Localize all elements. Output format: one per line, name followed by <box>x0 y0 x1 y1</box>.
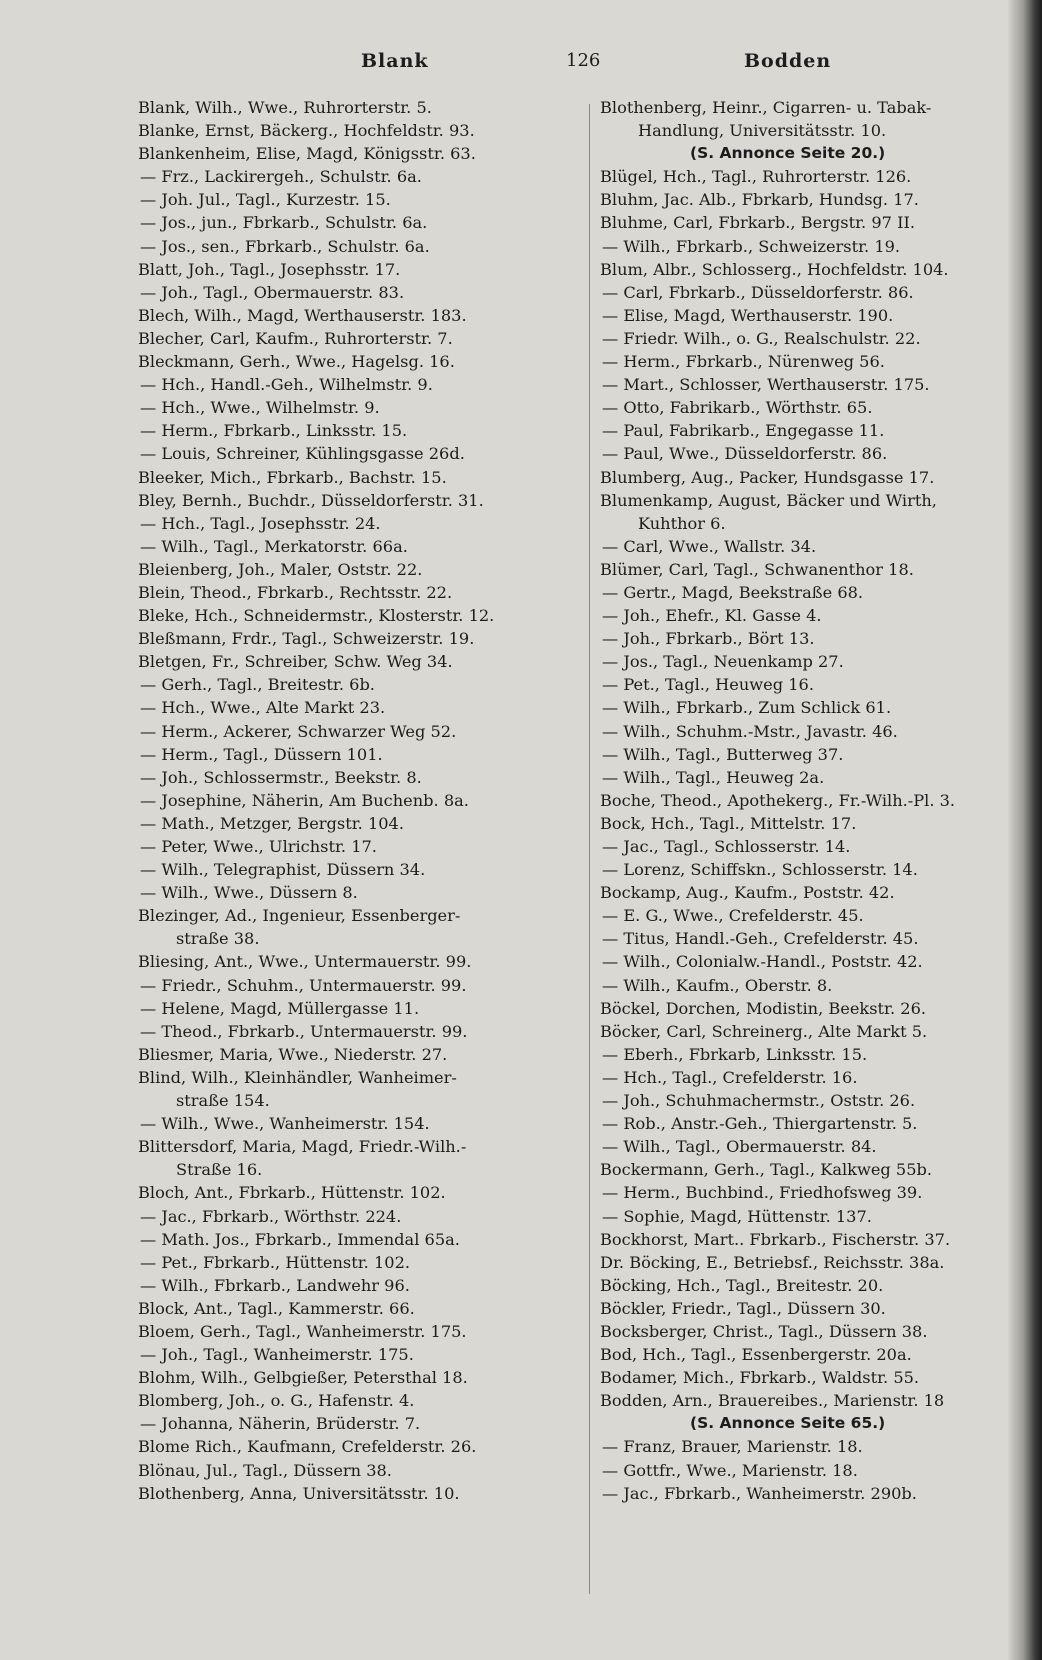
directory-entry-continuation: — Louis, Schreiner, Kühlingsgasse 26d. <box>140 444 465 464</box>
entry-wrapped-line: straße 154. <box>176 1091 270 1111</box>
directory-entry-continuation: — Carl, Fbrkarb., Düsseldorferstr. 86. <box>602 282 914 302</box>
directory-entry-continuation: — Wilh., Fbrkarb., Zum Schlick 61. <box>602 698 892 718</box>
directory-entry-continuation: — Franz, Brauer, Marienstr. 18. <box>602 1437 863 1457</box>
directory-entry: Blein, Theod., Fbrkarb., Rechtsstr. 22. <box>138 582 453 602</box>
right-column <box>600 96 1018 1505</box>
directory-entry-continuation: — Wilh., Kaufm., Oberstr. 8. <box>602 975 833 995</box>
directory-entry: Blum, Albr., Schlosserg., Hochfeldstr. 104. <box>600 259 949 279</box>
directory-entry: Bleke, Hch., Schneidermstr., Klosterstr. 12. <box>138 606 495 626</box>
directory-entry-continuation: — Friedr. Wilh., o. G., Realschulstr. 22. <box>602 328 921 348</box>
directory-entry-continuation: — Johanna, Näherin, Brüderstr. 7. <box>140 1414 421 1434</box>
directory-entry: Bley, Bernh., Buchdr., Düsseldorferstr. 31. <box>138 490 484 510</box>
page-header <box>120 50 910 80</box>
directory-entry-continuation: — Wilh., Wwe., Wanheimerstr. 154. <box>140 1114 430 1134</box>
directory-entry-continuation: — Hch., Wwe., Alte Markt 23. <box>140 698 386 718</box>
directory-entry: Bluhm, Jac. Alb., Fbrkarb, Hundsg. 17. <box>600 190 919 210</box>
directory-entry: Blecher, Carl, Kaufm., Ruhrorterstr. 7. <box>138 328 453 348</box>
directory-entry: Bloch, Ant., Fbrkarb., Hüttenstr. 102. <box>138 1183 446 1203</box>
directory-entry: Bleeker, Mich., Fbrkarb., Bachstr. 15. <box>138 467 447 487</box>
page-number: 126 <box>566 50 601 71</box>
directory-entry-continuation: — Wilh., Telegraphist, Düssern 34. <box>140 860 426 880</box>
directory-entry-continuation: — Joh., Tagl., Wanheimerstr. 175. <box>140 1345 414 1365</box>
directory-entry: Böckler, Friedr., Tagl., Düssern 30. <box>600 1298 886 1318</box>
directory-entry: Bletgen, Fr., Schreiber, Schw. Weg 34. <box>138 652 453 672</box>
directory-entry-continuation: — Wilh., Schuhm.-Mstr., Javastr. 46. <box>602 721 898 741</box>
directory-entry-continuation: — Hch., Tagl., Crefelderstr. 16. <box>602 1067 858 1087</box>
page-edge-shadow <box>1008 0 1042 1660</box>
directory-entry: Böcking, Hch., Tagl., Breitestr. 20. <box>600 1275 884 1295</box>
entry-wrapped-line: Kuhthor 6. <box>638 513 726 533</box>
directory-entry-continuation: — Eberh., Fbrkarb, Linksstr. 15. <box>602 1044 868 1064</box>
directory-entry-continuation: — Titus, Handl.-Geh., Crefelderstr. 45. <box>602 929 919 949</box>
directory-entry-continuation: — Jos., jun., Fbrkarb., Schulstr. 6a. <box>140 213 428 233</box>
directory-entry: Bocksberger, Christ., Tagl., Düssern 38. <box>600 1321 928 1341</box>
directory-entry-continuation: — Joh., Fbrkarb., Bört 13. <box>602 629 815 649</box>
directory-entry-continuation: — Wilh., Wwe., Düssern 8. <box>140 883 358 903</box>
directory-entry-continuation: — Herm., Tagl., Düssern 101. <box>140 744 383 764</box>
directory-entry: Bliesing, Ant., Wwe., Untermauerstr. 99. <box>138 952 472 972</box>
directory-entry-continuation: — Wilh., Fbrkarb., Landwehr 96. <box>140 1275 410 1295</box>
directory-entry-continuation: — Jos., sen., Fbrkarb., Schulstr. 6a. <box>140 236 430 256</box>
directory-entry: Bleckmann, Gerh., Wwe., Hagelsg. 16. <box>138 352 455 372</box>
directory-entry-continuation: — Mart., Schlosser, Werthauserstr. 175. <box>602 375 930 395</box>
directory-entry-continuation: — Herm., Buchbind., Friedhofsweg 39. <box>602 1183 923 1203</box>
directory-entry-continuation: — Hch., Handl.-Geh., Wilhelmstr. 9. <box>140 375 433 395</box>
header-left-catchword: Blank <box>361 50 429 72</box>
directory-entry-continuation: — Hch., Tagl., Josephsstr. 24. <box>140 513 381 533</box>
directory-entry-continuation: — Paul, Wwe., Düsseldorferstr. 86. <box>602 444 888 464</box>
directory-entry-continuation: — Joh., Schuhmachermstr., Oststr. 26. <box>602 1091 916 1111</box>
directory-entry: Block, Ant., Tagl., Kammerstr. 66. <box>138 1298 415 1318</box>
directory-entry: Blech, Wilh., Magd, Werthauserstr. 183. <box>138 305 467 325</box>
directory-entry-continuation: — Gottfr., Wwe., Marienstr. 18. <box>602 1460 858 1480</box>
directory-entry-continuation: — Theod., Fbrkarb., Untermauerstr. 99. <box>140 1021 468 1041</box>
column-divider <box>589 104 590 1594</box>
directory-entry-continuation: — Jac., Tagl., Schlosserstr. 14. <box>602 837 851 856</box>
directory-entry-continuation: — Pet., Fbrkarb., Hüttenstr. 102. <box>140 1252 411 1272</box>
left-column <box>138 96 578 1505</box>
directory-entry-continuation: — Josephine, Näherin, Am Buchenb. 8a. <box>140 790 469 810</box>
directory-entry: Blumenkamp, August, Bäcker und Wirth, <box>600 490 937 510</box>
directory-entry: Blothenberg, Anna, Universitätsstr. 10. <box>138 1483 460 1503</box>
directory-entry: Bod, Hch., Tagl., Essenbergerstr. 20a. <box>600 1345 912 1365</box>
directory-entry: Bliesmer, Maria, Wwe., Niederstr. 27. <box>138 1044 448 1064</box>
directory-entry-continuation: — Jac., Fbrkarb., Wörthstr. 224. <box>140 1206 402 1226</box>
entry-wrapped-line: Straße 16. <box>176 1160 263 1180</box>
directory-entry: Dr. Böcking, E., Betriebsf., Reichsstr. 38a. <box>600 1252 945 1272</box>
directory-entry: Blome Rich., Kaufmann, Crefelderstr. 26. <box>138 1437 477 1457</box>
directory-entry: Blittersdorf, Maria, Magd, Friedr.-Wilh.- <box>138 1137 467 1157</box>
directory-entry: Bockermann, Gerh., Tagl., Kalkweg 55b. <box>600 1160 933 1180</box>
directory-entry-continuation: — Rob., Anstr.-Geh., Thiergartenstr. 5. <box>602 1114 918 1134</box>
directory-entry-continuation: — Joh., Ehefr., Kl. Gasse 4. <box>602 606 822 626</box>
directory-entry: Bockhorst, Mart.. Fbrkarb., Fischerstr. 37. <box>600 1229 951 1249</box>
directory-entry: Blügel, Hch., Tagl., Ruhrorterstr. 126. <box>600 167 912 187</box>
directory-entry-continuation: — Helene, Magd, Müllergasse 11. <box>140 998 420 1018</box>
directory-entry: Bodamer, Mich., Fbrkarb., Waldstr. 55. <box>600 1368 920 1388</box>
directory-entry: Boche, Theod., Apothekerg., Fr.-Wilh.-Pl. 3. <box>600 790 956 810</box>
directory-entry-continuation: — Herm., Ackerer, Schwarzer Weg 52. <box>140 721 457 741</box>
directory-entry: Böcker, Carl, Schreinerg., Alte Markt 5. <box>600 1021 928 1041</box>
directory-entry: Blezinger, Ad., Ingenieur, Essenberger- <box>138 906 461 926</box>
directory-entry-continuation: — Paul, Fabrikarb., Engegasse 11. <box>602 421 885 441</box>
directory-entry-continuation: — Frz., Lackirergeh., Schulstr. 6a. <box>140 167 422 187</box>
directory-entry: Bockamp, Aug., Kaufm., Poststr. 42. <box>600 883 895 903</box>
directory-entry-continuation: — Herm., Fbrkarb., Linksstr. 15. <box>140 421 408 441</box>
directory-entry-continuation: — Otto, Fabrikarb., Wörthstr. 65. <box>602 398 873 418</box>
header-right-catchword: Bodden <box>744 50 832 72</box>
directory-entry: Böckel, Dorchen, Modistin, Beekstr. 26. <box>600 998 927 1018</box>
annonce-note: (S. Annonce Seite 65.) <box>690 1414 886 1433</box>
directory-entry: Blohm, Wilh., Gelbgießer, Petersthal 18. <box>138 1368 468 1388</box>
annonce-note: (S. Annonce Seite 20.) <box>690 144 886 163</box>
directory-entry-continuation: — Pet., Tagl., Heuweg 16. <box>602 675 814 695</box>
directory-entry: Bluhme, Carl, Fbrkarb., Bergstr. 97 II. <box>600 213 916 233</box>
directory-entry-continuation: — Herm., Fbrkarb., Nürenweg 56. <box>602 352 885 372</box>
directory-entry-continuation: — Wilh., Tagl., Butterweg 37. <box>602 744 844 764</box>
directory-entry-continuation: — Elise, Magd, Werthauserstr. 190. <box>602 305 894 325</box>
directory-entry-continuation: — Gertr., Magd, Beekstraße 68. <box>602 582 864 602</box>
directory-entry-continuation: — Wilh., Tagl., Obermauerstr. 84. <box>602 1137 877 1157</box>
directory-entry: Blomberg, Joh., o. G., Hafenstr. 4. <box>138 1391 415 1411</box>
directory-entry: Bleßmann, Frdr., Tagl., Schweizerstr. 19. <box>138 629 475 649</box>
directory-entry: Blankenheim, Elise, Magd, Königsstr. 63. <box>138 144 476 164</box>
directory-entry-continuation: — Gerh., Tagl., Breitestr. 6b. <box>140 675 375 695</box>
directory-entry-continuation: — Wilh., Fbrkarb., Schweizerstr. 19. <box>602 236 901 256</box>
directory-entry: Bleienberg, Joh., Maler, Oststr. 22. <box>138 559 423 579</box>
directory-entry-continuation: — Friedr., Schuhm., Untermauerstr. 99. <box>140 975 467 995</box>
directory-entry-continuation: — Peter, Wwe., Ulrichstr. 17. <box>140 837 377 856</box>
directory-entry: Blümer, Carl, Tagl., Schwanenthor 18. <box>600 559 914 579</box>
directory-entry-continuation: — E. G., Wwe., Crefelderstr. 45. <box>602 906 864 926</box>
directory-entry-continuation: — Math. Jos., Fbrkarb., Immendal 65a. <box>140 1229 460 1249</box>
directory-entry-continuation: — Jac., Fbrkarb., Wanheimerstr. 290b. <box>602 1483 917 1503</box>
directory-entry-continuation: — Wilh., Tagl., Heuweg 2a. <box>602 767 825 787</box>
entry-wrapped-line: Handlung, Universitätsstr. 10. <box>638 121 887 141</box>
directory-entry-continuation: — Lorenz, Schiffskn., Schlosserstr. 14. <box>602 860 918 880</box>
directory-entry: Blönau, Jul., Tagl., Düssern 38. <box>138 1460 392 1480</box>
directory-entry: Bock, Hch., Tagl., Mittelstr. 17. <box>600 813 857 833</box>
entry-wrapped-line: straße 38. <box>176 929 260 949</box>
directory-entry: Blatt, Joh., Tagl., Josephsstr. 17. <box>138 259 401 279</box>
directory-entry: Blank, Wilh., Wwe., Ruhrorterstr. 5. <box>138 98 432 117</box>
directory-entry-continuation: — Carl, Wwe., Wallstr. 34. <box>602 536 817 556</box>
directory-entry: Blind, Wilh., Kleinhändler, Wanheimer- <box>138 1067 457 1087</box>
directory-entry: Blothenberg, Heinr., Cigarren- u. Tabak- <box>600 98 932 117</box>
directory-entry-continuation: — Sophie, Magd, Hüttenstr. 137. <box>602 1206 872 1226</box>
directory-entry-continuation: — Wilh., Tagl., Merkatorstr. 66a. <box>140 536 408 556</box>
directory-entry-continuation: — Joh. Jul., Tagl., Kurzestr. 15. <box>140 190 391 210</box>
directory-entry-continuation: — Hch., Wwe., Wilhelmstr. 9. <box>140 398 380 418</box>
directory-entry: Bloem, Gerh., Tagl., Wanheimerstr. 175. <box>138 1321 467 1341</box>
directory-entry-continuation: — Joh., Schlossermstr., Beekstr. 8. <box>140 767 422 787</box>
directory-entry-continuation: — Joh., Tagl., Obermauerstr. 83. <box>140 282 405 302</box>
directory-entry: Blumberg, Aug., Packer, Hundsgasse 17. <box>600 467 935 487</box>
directory-entry: Blanke, Ernst, Bäckerg., Hochfeldstr. 93. <box>138 121 475 141</box>
directory-entry-continuation: — Jos., Tagl., Neuenkamp 27. <box>602 652 844 672</box>
directory-entry-continuation: — Math., Metzger, Bergstr. 104. <box>140 813 404 833</box>
directory-entry-continuation: — Wilh., Colonialw.-Handl., Poststr. 42. <box>602 952 923 972</box>
directory-entry: Bodden, Arn., Brauereibes., Marienstr. 18 <box>600 1391 945 1411</box>
